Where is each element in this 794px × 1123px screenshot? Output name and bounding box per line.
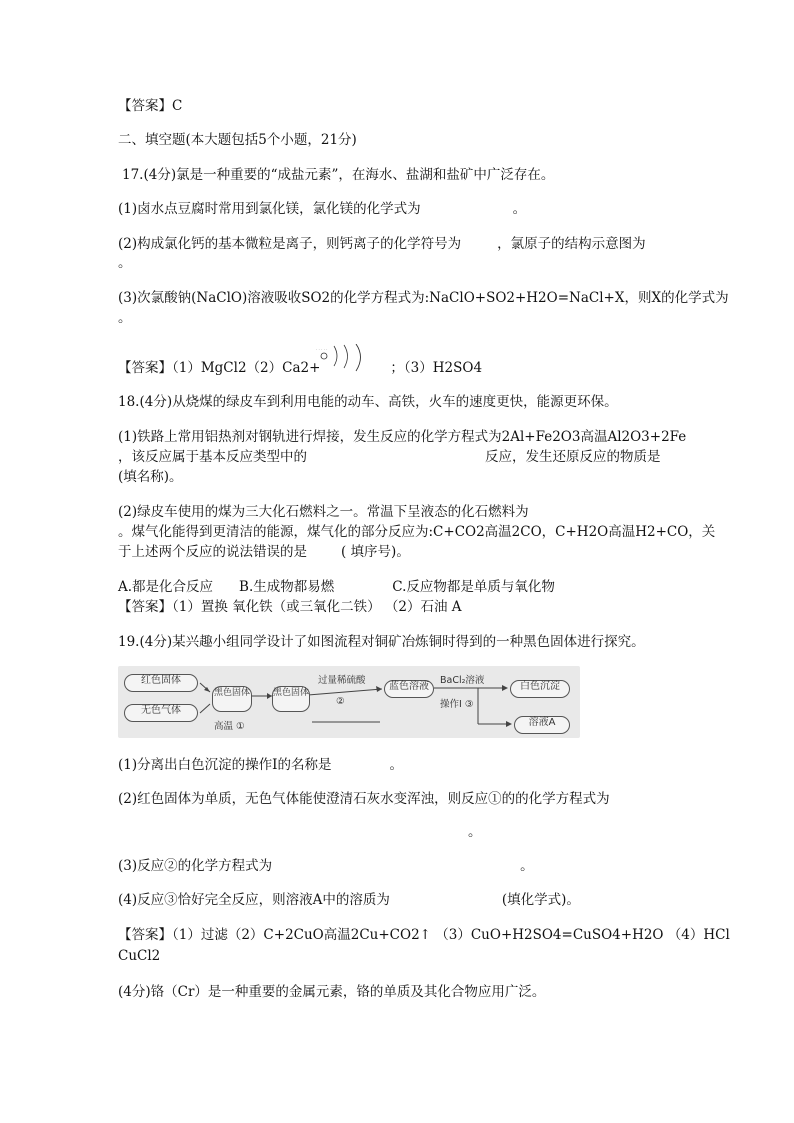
q19-flow-diagram: [118, 666, 580, 738]
q18-part1-cont: [118, 448, 661, 466]
q18-stem: 18.(4分)从烧煤的绿皮车到利用电能的动车、高铁，火车的速度更快，能源更环保。: [118, 394, 618, 410]
q19-answer: 【答案】（1）过滤（2）C+2CuO高温2Cu+CO2↑ （3）CuO+H2SO4=CuSO4+H2O （4）HCl: [118, 927, 730, 943]
q19-part2-end: 。: [468, 824, 482, 840]
flow-label-bacl2: BaCl₂溶液: [440, 675, 485, 686]
q17-stem: 17.(4分)氯是一种重要的“成盐元素”，在海水、盐湖和盐矿中广泛存在。: [122, 167, 555, 183]
flow-black-solid: 黑色固体: [212, 686, 252, 712]
q18-part1-text2: 反应，发生还原反应的物质是: [485, 449, 661, 465]
q19-part1: [118, 756, 403, 774]
flow-label-gaowen: 高温 ①: [214, 721, 245, 732]
q18-part2-cont: 。煤气化能得到更清洁的能源，煤气化的部分反应为:C+CO2高温2CO，C+H2O高温H2+CO，关: [118, 524, 716, 540]
q18-option-a: A.都是化合反应: [118, 579, 214, 595]
q17-part2-text: (2)构成氯化钙的基本微粒是离子，则钙离子的化学符号为: [118, 236, 462, 252]
section-heading: 二、填空题(本大题包括5个小题，21分): [118, 132, 357, 148]
q18-part2-text2: ( 填序号)。: [341, 544, 410, 560]
q17-part2-text2: ，氯原子的结构示意图为: [497, 236, 646, 252]
q18-part2: (2)绿皮车使用的煤为三大化石燃料之一。常温下呈液态的化石燃料为: [118, 504, 529, 520]
q18-answer: 【答案】（1）置换 氧化铁（或三氧化二铁） （2）石油 A: [118, 599, 462, 615]
q18-part1-text: ，该反应属于基本反应类型中的: [118, 449, 307, 465]
svg-text:. . . . .: . . . . .: [316, 346, 328, 351]
q17-part1: [118, 200, 526, 218]
q19-part2: (2)红色固体为单质，无色气体能使澄清石灰水变浑浊，则反应①的的化学方程式为: [118, 791, 610, 807]
flow-solution-a: 溶液A: [514, 716, 570, 734]
flow-label-acid: 过量稀硫酸: [318, 675, 366, 686]
q19-answer-cont: CuCl2: [118, 948, 161, 964]
q19-part1-end: 。: [389, 757, 403, 773]
q17-answer: [118, 359, 482, 377]
flow-label-op1: 操作Ⅰ ③: [440, 699, 474, 710]
q19-part3: [118, 857, 534, 875]
q19-part3-end: 。: [520, 858, 534, 874]
flow-label-step2: ②: [336, 696, 345, 707]
q19-part1-text: (1)分离出白色沉淀的操作I的名称是: [118, 757, 332, 773]
q18-option-b: B.生成物都易燃: [239, 579, 335, 595]
answer-label: 【答案】C: [118, 98, 183, 114]
q18-options: [118, 578, 555, 596]
chlorine-atom-diagram: [314, 344, 374, 372]
q19-part4: [118, 891, 580, 909]
q19-part3-text: (3)反应②的化学方程式为: [118, 858, 273, 874]
q17-answer-text: 【答案】（1）MgCl2（2）Ca2+: [118, 360, 321, 376]
q17-part2-end: 。: [118, 255, 132, 271]
q18-option-c: C.反应物都是单质与氧化物: [392, 579, 555, 595]
flow-blue-solution: 蓝色溶液: [384, 680, 434, 698]
flow-black-solid-2: 黑色固体: [272, 686, 310, 712]
q17-part3: (3)次氯酸钠(NaClO)溶液吸收SO2的化学方程式为:NaClO+SO2+H2O=NaCl+X，则X的化学式为: [118, 290, 729, 306]
flow-gas: 无色气体: [124, 704, 198, 722]
flow-white-ppt: 白色沉淀: [510, 680, 570, 698]
q18-part1-end: (填名称)。: [118, 469, 183, 485]
q19-part4-text: (4)反应③恰好完全反应，则溶液A中的溶质为: [118, 892, 390, 908]
q17-answer-text2: ；（3）H2SO4: [390, 360, 483, 376]
q19-part4-end: (填化学式)。: [501, 892, 580, 908]
q18-part2-text: 于上述两个反应的说法错误的是: [118, 544, 307, 560]
q17-part2: [118, 235, 646, 253]
q17-part3-end: 。: [118, 310, 132, 326]
flow-red-solid: 红色固体: [124, 674, 198, 692]
q18-part2-end: [118, 543, 410, 561]
q19-stem: 19.(4分)某兴趣小组同学设计了如图流程对铜矿冶炼铜时得到的一种黑色固体进行探究。: [118, 634, 645, 650]
q18-part1: (1)铁路上常用铝热剂对钢轨进行焊接，发生反应的化学方程式为2Al+Fe2O3高温Al2O3+2Fe: [118, 429, 687, 445]
q20-stem: (4分)铬（Cr）是一种重要的金属元素，铬的单质及其化合物应用广泛。: [118, 984, 546, 1000]
q17-part1-end: 。: [512, 201, 527, 217]
q17-part1-text: (1)卤水点豆腐时常用到氯化镁，氯化镁的化学式为: [118, 201, 421, 217]
